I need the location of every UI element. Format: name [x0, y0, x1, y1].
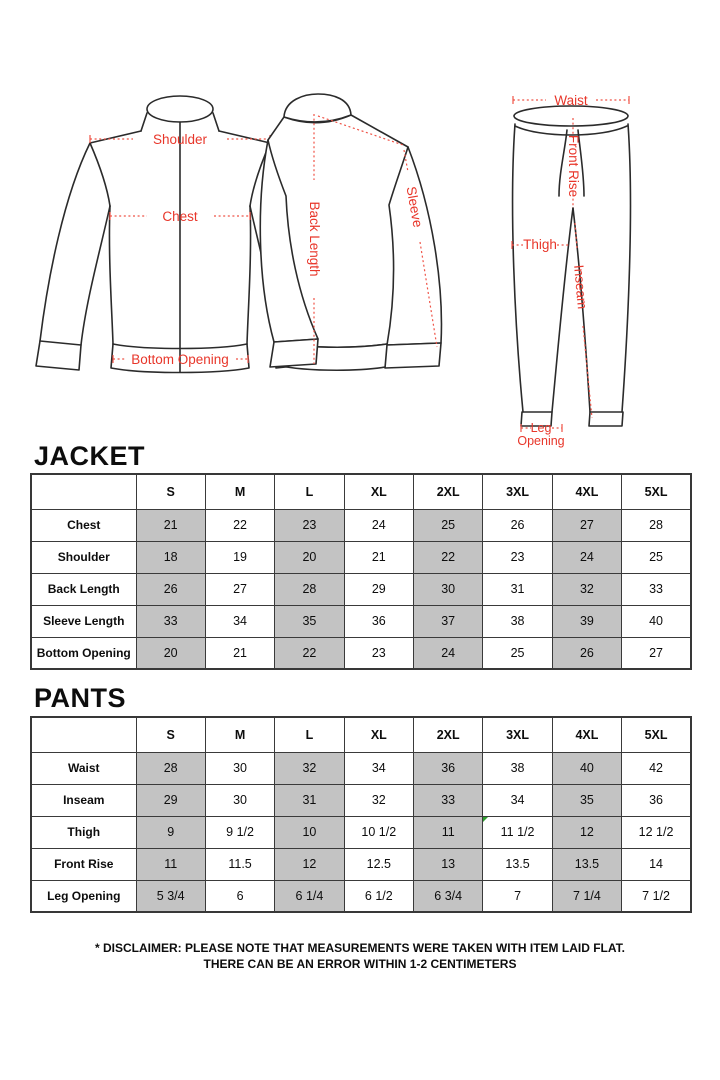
value-cell: 29 — [344, 573, 413, 605]
table-row — [31, 752, 691, 784]
shoulder-measure-label: Shoulder — [152, 132, 208, 147]
pants-section-title: PANTS — [34, 683, 127, 713]
value-cell: 23 — [483, 541, 552, 573]
value-cell: 12 — [552, 816, 621, 848]
value-cell: 38 — [483, 605, 552, 637]
value-cell: 36 — [622, 784, 691, 816]
pants-diagram — [495, 88, 680, 448]
value-cell: 23 — [344, 637, 413, 669]
size-header-cell: L — [275, 717, 344, 752]
table-row — [31, 784, 691, 816]
value-cell: 30 — [414, 573, 483, 605]
corner-cell — [31, 717, 136, 752]
value-cell: 28 — [622, 509, 691, 541]
value-cell: 22 — [275, 637, 344, 669]
value-cell: 5 3/4 — [136, 880, 205, 912]
value-cell: 32 — [275, 752, 344, 784]
value-cell: 11.5 — [205, 848, 274, 880]
value-cell: 35 — [275, 605, 344, 637]
value-cell: 22 — [414, 541, 483, 573]
value-cell: 42 — [622, 752, 691, 784]
value-cell: 25 — [483, 637, 552, 669]
value-cell: 20 — [136, 637, 205, 669]
jacket-back-diagram — [248, 84, 478, 404]
value-cell: 32 — [344, 784, 413, 816]
value-cell: 35 — [552, 784, 621, 816]
row-label: Chest — [31, 509, 136, 541]
value-cell: 31 — [483, 573, 552, 605]
value-cell: 34 — [205, 605, 274, 637]
value-cell: 36 — [414, 752, 483, 784]
value-cell: 27 — [552, 509, 621, 541]
row-label: Sleeve Length — [31, 605, 136, 637]
value-cell: 20 — [275, 541, 344, 573]
disclaimer — [0, 940, 720, 972]
value-cell: 32 — [552, 573, 621, 605]
size-header-cell: 2XL — [414, 474, 483, 509]
value-cell: 27 — [622, 637, 691, 669]
row-label: Back Length — [31, 573, 136, 605]
value-cell: 24 — [414, 637, 483, 669]
row-label: Bottom Opening — [31, 637, 136, 669]
value-cell: 26 — [552, 637, 621, 669]
size-header-cell: 4XL — [552, 717, 621, 752]
size-header-cell: 4XL — [552, 474, 621, 509]
value-cell: 29 — [136, 784, 205, 816]
value-cell: 25 — [622, 541, 691, 573]
value-cell: 9 — [136, 816, 205, 848]
chest-measure-label: Chest — [162, 209, 198, 224]
thigh-measure-label: Thigh — [523, 237, 557, 252]
pants-header-row — [31, 717, 691, 752]
disclaimer-line-2: THERE CAN BE AN ERROR WITHIN 1-2 CENTIMETERS — [203, 957, 517, 971]
front-rise-measure-label: Front Rise — [566, 134, 581, 198]
value-cell: 21 — [136, 509, 205, 541]
value-cell: 30 — [205, 784, 274, 816]
row-label: Thigh — [31, 816, 136, 848]
waist-measure-label: Waist — [554, 93, 588, 108]
value-cell: 38 — [483, 752, 552, 784]
size-header-cell: 3XL — [483, 474, 552, 509]
value-cell: 33 — [414, 784, 483, 816]
value-cell: 19 — [205, 541, 274, 573]
table-row — [31, 605, 691, 637]
pants-size-table — [30, 716, 692, 913]
corner-cell — [31, 474, 136, 509]
size-header-cell: M — [205, 474, 274, 509]
value-cell: 40 — [622, 605, 691, 637]
row-label: Shoulder — [31, 541, 136, 573]
jacket-size-table — [30, 473, 692, 670]
table-row — [31, 509, 691, 541]
value-cell: 12 1/2 — [622, 816, 691, 848]
inseam-measure-label: Inseam — [571, 264, 590, 310]
row-label: Waist — [31, 752, 136, 784]
table-row — [31, 573, 691, 605]
row-label: Inseam — [31, 784, 136, 816]
value-cell: 26 — [483, 509, 552, 541]
value-cell: 24 — [552, 541, 621, 573]
size-header-cell: M — [205, 717, 274, 752]
value-cell: 40 — [552, 752, 621, 784]
size-header-cell: 3XL — [483, 717, 552, 752]
value-cell: 7 — [483, 880, 552, 912]
value-cell: 25 — [414, 509, 483, 541]
value-cell: 6 3/4 — [414, 880, 483, 912]
bottom-opening-measure-label: Bottom Opening — [131, 352, 229, 367]
value-cell: 24 — [344, 509, 413, 541]
value-cell: 14 — [622, 848, 691, 880]
value-cell: 22 — [205, 509, 274, 541]
row-label: Leg Opening — [31, 880, 136, 912]
value-cell: 21 — [344, 541, 413, 573]
value-cell: 26 — [136, 573, 205, 605]
value-cell: 12.5 — [344, 848, 413, 880]
value-cell: 11 1/2 — [483, 816, 552, 848]
value-cell: 34 — [483, 784, 552, 816]
value-cell: 6 1/2 — [344, 880, 413, 912]
value-cell: 33 — [622, 573, 691, 605]
value-cell: 9 1/2 — [205, 816, 274, 848]
cell-corner-green-mark — [483, 817, 488, 822]
size-header-cell: XL — [344, 717, 413, 752]
value-cell: 37 — [414, 605, 483, 637]
value-cell: 7 1/4 — [552, 880, 621, 912]
sleeve-measure-label: Sleeve — [403, 185, 426, 229]
value-cell: 31 — [275, 784, 344, 816]
value-cell: 11 — [136, 848, 205, 880]
value-cell: 11 — [414, 816, 483, 848]
size-header-cell: L — [275, 474, 344, 509]
size-header-cell: S — [136, 717, 205, 752]
size-header-cell: 5XL — [622, 717, 691, 752]
value-cell: 7 1/2 — [622, 880, 691, 912]
value-cell: 10 1/2 — [344, 816, 413, 848]
table-row — [31, 816, 691, 848]
pants-measurements — [512, 93, 629, 448]
value-cell: 6 — [205, 880, 274, 912]
size-header-cell: S — [136, 474, 205, 509]
drawstring-left — [559, 130, 567, 196]
value-cell: 13.5 — [483, 848, 552, 880]
table-row — [31, 880, 691, 912]
row-label: Front Rise — [31, 848, 136, 880]
value-cell: 33 — [136, 605, 205, 637]
value-cell: 12 — [275, 848, 344, 880]
value-cell: 10 — [275, 816, 344, 848]
jacket-header-row — [31, 474, 691, 509]
value-cell: 27 — [205, 573, 274, 605]
size-header-cell: 5XL — [622, 474, 691, 509]
jacket-section-title: JACKET — [34, 441, 146, 471]
table-row — [31, 637, 691, 669]
value-cell: 39 — [552, 605, 621, 637]
value-cell: 21 — [205, 637, 274, 669]
disclaimer-line-1: * DISCLAIMER: PLEASE NOTE THAT MEASUREMENTS WERE TAKEN WITH ITEM LAID FLAT. — [95, 941, 625, 955]
table-row — [31, 848, 691, 880]
value-cell: 28 — [275, 573, 344, 605]
value-cell: 13.5 — [552, 848, 621, 880]
value-cell: 30 — [205, 752, 274, 784]
value-cell: 23 — [275, 509, 344, 541]
back-length-measure-label: Back Length — [307, 201, 322, 277]
value-cell: 34 — [344, 752, 413, 784]
value-cell: 36 — [344, 605, 413, 637]
leg-opening-measure-label-line2: Opening — [517, 434, 565, 448]
leg-opening-measure-label-line1: Leg — [530, 421, 552, 435]
jacket-back-drawing — [260, 94, 441, 370]
value-cell: 13 — [414, 848, 483, 880]
value-cell: 6 1/4 — [275, 880, 344, 912]
value-cell: 28 — [136, 752, 205, 784]
table-row — [31, 541, 691, 573]
size-header-cell: 2XL — [414, 717, 483, 752]
size-header-cell: XL — [344, 474, 413, 509]
value-cell: 18 — [136, 541, 205, 573]
